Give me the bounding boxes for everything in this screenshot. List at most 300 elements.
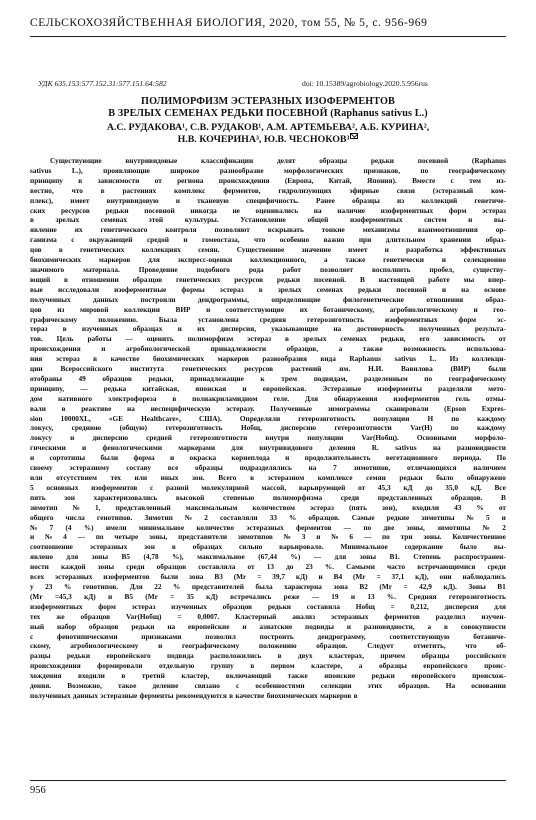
abstract-word: коллекции bbox=[124, 304, 160, 314]
abstract-word: количеством bbox=[252, 502, 295, 512]
abstract-word: семенах bbox=[100, 215, 128, 225]
abstract-word: три bbox=[400, 532, 413, 542]
abstract-word: зрелых bbox=[277, 284, 302, 294]
abstract-word: Существующие bbox=[50, 156, 102, 165]
abstract-word: (ВИР) bbox=[450, 364, 471, 374]
abstract-word: зоны bbox=[359, 552, 377, 562]
abstract-word: по bbox=[450, 423, 459, 433]
abstract-word: — bbox=[311, 591, 319, 601]
abstract-word: эстеразному bbox=[69, 463, 110, 473]
abstract-word: классификации bbox=[200, 156, 254, 165]
abstract-word: генетических bbox=[79, 245, 125, 255]
abstract-word: Цель bbox=[56, 334, 74, 344]
abstract-word: средней bbox=[146, 433, 172, 443]
abstract-word: тов. bbox=[30, 334, 43, 344]
abstract-word: 5 bbox=[485, 512, 490, 522]
abstract-word: Определяли bbox=[239, 413, 281, 423]
abstract-line bbox=[30, 215, 506, 225]
abstract-word: наличием bbox=[473, 463, 506, 473]
abstract-word: 23 bbox=[45, 581, 53, 591]
abstract-word: — bbox=[77, 532, 85, 542]
abstract-line bbox=[30, 414, 506, 424]
abstract-word: была bbox=[255, 581, 273, 591]
abstract-word: и bbox=[350, 591, 356, 601]
abstract-word: принадлежащие bbox=[189, 373, 244, 383]
abstract-word: образцов. bbox=[308, 512, 340, 522]
abstract-word: принадлежности bbox=[210, 344, 267, 354]
abstract-word: образцов bbox=[102, 373, 132, 383]
abstract-word: гетерозиготности bbox=[190, 433, 248, 443]
abstract-word: и bbox=[177, 324, 182, 334]
abstract-word: редьки bbox=[66, 651, 91, 661]
abstract-word: %. bbox=[324, 562, 335, 572]
abstract-word: китайская, bbox=[142, 383, 180, 393]
abstract-word: ности bbox=[30, 562, 49, 572]
abstract-word: гетерозиготность bbox=[448, 591, 506, 601]
abstract-word: эстеразные bbox=[100, 690, 138, 700]
abstract-word: зон), bbox=[382, 502, 398, 512]
abstract-word: подобного bbox=[196, 264, 230, 274]
abstract-word: вы- bbox=[493, 215, 506, 225]
abstract-word: популяции bbox=[373, 413, 410, 423]
abstract-word: 2 bbox=[502, 522, 506, 532]
abstract-word: сканировали bbox=[385, 403, 429, 413]
abstract-word: (4 bbox=[65, 522, 72, 532]
abstract-word: контроля bbox=[165, 225, 197, 235]
abstract-word: содержание bbox=[404, 542, 443, 552]
abstract-word: отмы- bbox=[485, 393, 506, 403]
abstract-word: морфологических bbox=[283, 165, 344, 175]
abstract-word: % bbox=[173, 581, 181, 591]
abstract-word: дисперсия bbox=[444, 601, 479, 611]
abstract-word: редьки bbox=[370, 156, 394, 165]
abstract-word: 35,0 bbox=[445, 482, 459, 492]
abstract-word: окраска bbox=[189, 453, 217, 463]
abstract-line bbox=[30, 364, 506, 374]
abstract-word: в bbox=[277, 651, 282, 661]
abstract-word: Количественное bbox=[452, 532, 506, 542]
abstract-word: положению. bbox=[98, 314, 138, 324]
abstract-word: L. bbox=[429, 354, 437, 364]
abstract-word: реактиве bbox=[81, 403, 112, 413]
abstract-word: гетерозиготность bbox=[307, 314, 364, 324]
abstract-word: среднюю bbox=[71, 423, 102, 433]
abstract-line bbox=[30, 562, 506, 572]
abstract-word: проис- bbox=[484, 661, 506, 671]
abstract-line bbox=[30, 245, 506, 255]
abstract-word: графическому bbox=[30, 314, 78, 324]
abstract-word: № bbox=[283, 532, 291, 542]
abstract-word: среди bbox=[340, 492, 360, 502]
abstract-word: подвидам, bbox=[313, 373, 348, 383]
abstract-word: данных bbox=[93, 294, 119, 304]
abstract-word: = bbox=[403, 581, 408, 591]
abstract-word: принципу bbox=[30, 175, 63, 185]
abstract-word: зоны bbox=[97, 562, 115, 572]
abstract-word: среди bbox=[487, 562, 506, 572]
abstract-word: маркеров bbox=[319, 690, 352, 700]
abstract-word: изоферментов bbox=[103, 572, 150, 582]
abstract-word: разцы bbox=[30, 651, 51, 661]
abstract-word: признаками bbox=[141, 631, 182, 641]
abstract-word: биохимических bbox=[152, 354, 205, 364]
abstract-word: взаимоотношения bbox=[417, 225, 478, 235]
abstract-word: (Mr bbox=[379, 581, 392, 591]
abstract-line bbox=[30, 671, 506, 681]
abstract-word: эстераз bbox=[482, 205, 506, 215]
abstract-word: количество bbox=[196, 522, 235, 532]
abstract-word: кД), bbox=[415, 572, 429, 582]
abstract-word: ресурсов bbox=[60, 205, 90, 215]
abstract-word: посевной bbox=[144, 205, 175, 215]
abstract-word: % bbox=[476, 502, 484, 512]
abstract-word: входили bbox=[412, 502, 440, 512]
abstract-word: эстераз bbox=[55, 354, 80, 364]
abstract-line bbox=[30, 473, 506, 483]
abstract-word: комплексе bbox=[317, 473, 353, 482]
abstract-word: — bbox=[313, 552, 321, 562]
abstract-word: редьки bbox=[358, 284, 382, 294]
abstract-word: формы bbox=[181, 284, 205, 294]
abstract-word: коллекци- bbox=[471, 354, 506, 364]
abstract-word: этих bbox=[367, 681, 383, 691]
abstract-word: зимотипы bbox=[421, 512, 455, 522]
abstract-word: и bbox=[206, 304, 211, 314]
abstract-word: ВИР bbox=[175, 304, 191, 314]
abstract-word: дения. bbox=[30, 681, 52, 691]
abstract-word: а bbox=[338, 344, 343, 354]
abstract-word: мето- bbox=[488, 383, 506, 393]
abstract-word: На bbox=[445, 681, 456, 691]
abstract-line bbox=[30, 612, 506, 622]
abstract-line bbox=[30, 265, 506, 275]
abstract-word: образцов. bbox=[450, 492, 483, 502]
abstract-word: кластере, bbox=[311, 661, 343, 671]
abstract-word: представленный bbox=[115, 502, 171, 512]
abstract-line bbox=[30, 334, 506, 344]
abstract-word: 19 bbox=[331, 591, 339, 601]
abstract-word: ферментов bbox=[384, 611, 420, 621]
abstract-word: образцов. bbox=[398, 681, 430, 691]
abstract-line bbox=[30, 206, 506, 216]
abstract-word: коллекциях bbox=[141, 245, 181, 255]
abstract-word: иных bbox=[160, 473, 179, 482]
abstract-word: этой bbox=[148, 215, 164, 225]
abstract-word: и bbox=[170, 453, 175, 463]
abstract-word: 35 bbox=[186, 591, 194, 601]
abstract-word: (общую) bbox=[119, 423, 148, 433]
abstract-word: основании bbox=[471, 681, 506, 691]
abstract-word: биохимических bbox=[266, 690, 318, 700]
abstract-word: изоферментных bbox=[384, 314, 438, 324]
abstract-word: результа- bbox=[474, 324, 506, 334]
abstract-line bbox=[30, 423, 506, 433]
abstract-word: 0,212, bbox=[410, 601, 429, 611]
abstract-word: изоферментные bbox=[114, 284, 167, 294]
abstract-word: сильно bbox=[239, 542, 263, 552]
abstract-word: дом bbox=[30, 393, 43, 403]
abstract-word: полученных bbox=[30, 690, 71, 700]
abstract-word: отдельную bbox=[158, 661, 195, 671]
abstract-word: sativus bbox=[395, 443, 417, 453]
abstract-word: Нобщ bbox=[355, 601, 375, 611]
abstract-word: составила bbox=[306, 601, 341, 611]
abstract-word: от bbox=[358, 482, 366, 492]
header-rule bbox=[30, 36, 506, 37]
abstract-word: (Европа, bbox=[284, 175, 314, 185]
abstract-word: 3 bbox=[301, 532, 306, 542]
abstract-word: эстеразных bbox=[89, 542, 128, 552]
abstract-word: 7 bbox=[333, 463, 337, 473]
abstract-word: 4 bbox=[63, 532, 67, 542]
abstract-word: до bbox=[425, 482, 433, 492]
abstract-word: зоны bbox=[91, 552, 109, 562]
abstract-word: значение bbox=[301, 245, 331, 255]
abstract-line bbox=[30, 632, 506, 642]
abstract-word: и bbox=[108, 591, 113, 601]
abstract-line bbox=[30, 532, 506, 542]
abstract-word: образцы bbox=[352, 195, 380, 205]
abstract-word: изучен- bbox=[481, 611, 506, 621]
abstract-word: тем bbox=[469, 175, 482, 185]
abstract-word: деление bbox=[152, 681, 179, 691]
abstract-word: в bbox=[100, 185, 105, 195]
abstract-word: характеризовались bbox=[93, 492, 158, 502]
abstract-word: кД) bbox=[84, 591, 96, 601]
abstract-word: = bbox=[177, 611, 182, 621]
abstract-word: связано bbox=[194, 681, 220, 691]
abstract-word: Следует bbox=[367, 641, 394, 651]
abstract-word: (пять bbox=[348, 502, 367, 512]
abstract-word: систем bbox=[424, 215, 447, 225]
abstract-word: подвида bbox=[166, 651, 194, 661]
abstract-word: зон bbox=[144, 542, 155, 552]
abstract-word: основе bbox=[484, 284, 506, 294]
abstract-word: вегетационного bbox=[385, 453, 438, 463]
abstract-word: также bbox=[362, 344, 383, 354]
abstract-line bbox=[30, 453, 506, 463]
abstract-word: явление bbox=[30, 225, 57, 235]
abstract-word: зимотипов bbox=[237, 532, 273, 542]
abstract-word: Вместе bbox=[412, 175, 436, 185]
abstract-word: фенологическими bbox=[102, 443, 163, 453]
abstract-word: деления bbox=[328, 443, 356, 453]
abstract-word: культуры. bbox=[184, 215, 219, 225]
abstract-word: гидролизующих bbox=[278, 185, 332, 195]
abstract-line bbox=[30, 622, 506, 632]
abstract-word: эс- bbox=[497, 314, 506, 324]
abstract-word: посевной. bbox=[313, 274, 347, 284]
abstract-word: Var(H) bbox=[410, 423, 433, 433]
abstract-word: Зоны bbox=[468, 581, 486, 591]
abstract-word: вы- bbox=[493, 542, 506, 552]
abstract-word: в bbox=[30, 215, 34, 225]
abstract-word: представителей bbox=[191, 581, 245, 591]
abstract-word: генетических bbox=[175, 274, 221, 284]
abstract-word: с bbox=[30, 631, 34, 641]
abstract-word: в bbox=[250, 473, 255, 482]
abstract-word: морфоло- bbox=[474, 433, 506, 443]
abstract-line bbox=[30, 443, 506, 453]
abstract-word: набор bbox=[56, 621, 77, 631]
envelope-icon[interactable] bbox=[350, 133, 358, 139]
abstract-word: наличие bbox=[337, 205, 366, 215]
abstract-word: полученных bbox=[30, 294, 71, 304]
abstract-word: в bbox=[93, 354, 98, 364]
abstract-word: дисперсия, bbox=[220, 324, 257, 334]
abstract-word: не bbox=[232, 205, 240, 215]
abstract-word: были bbox=[488, 364, 506, 374]
abstract-line bbox=[30, 681, 506, 691]
abstract-word: связи bbox=[396, 185, 415, 195]
abstract-word: зон. bbox=[192, 473, 205, 482]
abstract-word: Все bbox=[494, 482, 506, 492]
abstract-word: были bbox=[160, 572, 179, 582]
abstract-word: редьки bbox=[131, 621, 155, 631]
abstract-word: третий bbox=[141, 671, 165, 681]
abstract-word: селекционно bbox=[463, 255, 506, 265]
doi-link[interactable]: doi: 10.15389/agrobiology.2020.5.956rus bbox=[302, 79, 428, 88]
abstract-word: ор- bbox=[495, 225, 506, 235]
abstract-word: Средняя bbox=[408, 591, 437, 601]
abstract-word: эстераз bbox=[247, 334, 272, 344]
abstract-word: образцов bbox=[132, 274, 163, 284]
title-line-2: В ЗРЕЛЫХ СЕМЕНАХ РЕДЬКИ ПОСЕВНОЙ (Raphanus sativus L.) bbox=[108, 108, 428, 119]
abstract-word: растениях bbox=[122, 185, 157, 195]
abstract-word: США). bbox=[198, 413, 222, 423]
abstract-word: из bbox=[57, 304, 65, 314]
abstract-line bbox=[30, 196, 506, 206]
abstract-word: средняя bbox=[259, 314, 287, 324]
footer-rule bbox=[30, 780, 506, 781]
abstract-word: Healthcare», bbox=[141, 413, 181, 423]
abstract-word: средой bbox=[146, 235, 169, 245]
abstract-word: генетического bbox=[100, 225, 148, 235]
abstract-word: также bbox=[345, 255, 366, 265]
abstract-word: Кластерный bbox=[235, 611, 277, 621]
abstract-word: в bbox=[58, 245, 63, 255]
abstract-word: вскрывать bbox=[267, 225, 304, 235]
abstract-word: хождения bbox=[30, 671, 62, 681]
abstract-word: редьки bbox=[267, 601, 292, 611]
abstract-word: достоверность bbox=[356, 324, 404, 334]
abstract-word: вали bbox=[30, 403, 46, 413]
authors-line-2-wrap bbox=[30, 134, 506, 146]
abstract-word: кД) bbox=[206, 591, 218, 601]
abstract-word: работы bbox=[87, 334, 112, 344]
abstract-word: впер- bbox=[488, 274, 506, 284]
abstract-word: Минимальное bbox=[340, 542, 388, 552]
abstract-word: и bbox=[441, 255, 446, 265]
abstract-word: особенно bbox=[279, 235, 310, 245]
abstract-word: отличающихся bbox=[406, 463, 457, 473]
abstract-word: зона bbox=[189, 572, 204, 582]
abstract-word: тех bbox=[30, 611, 41, 621]
abstract-word: и bbox=[30, 453, 35, 463]
abstract-word: гео- bbox=[493, 304, 506, 314]
abstract-word: дисперсию bbox=[92, 433, 129, 443]
abstract-word: %) bbox=[83, 522, 94, 532]
abstract-word: трем bbox=[281, 373, 298, 383]
abstract-word: гомеостаза, bbox=[202, 235, 240, 245]
abstract-word: возможность bbox=[403, 344, 446, 354]
authors-line-1: А.С. РУДАКОВА¹, С.В. РУДАКОВ¹, А.М. АРТЕМЬЕВА², А.Б. КУРИНА², bbox=[106, 122, 430, 133]
abstract-word: Нобщ, bbox=[240, 423, 262, 433]
abstract-word: (Raphanus bbox=[471, 156, 506, 165]
abstract-word: и bbox=[468, 215, 473, 225]
abstract-word: редька bbox=[103, 383, 127, 393]
abstract-word: для bbox=[334, 552, 347, 562]
abstract-word: %), bbox=[172, 552, 184, 562]
abstract-word: в bbox=[250, 661, 255, 671]
abstract-word: на bbox=[313, 205, 322, 215]
abstract-word: зоны, bbox=[149, 532, 168, 542]
author-list bbox=[30, 122, 506, 146]
abstract-word: дисперсию bbox=[280, 423, 317, 433]
abstract-word: мы bbox=[463, 274, 475, 284]
abstract-word: гическими bbox=[30, 443, 66, 453]
abstract-word: № bbox=[331, 532, 339, 542]
abstract-line bbox=[30, 354, 506, 364]
abstract-word: зоны. bbox=[423, 532, 442, 542]
abstract-word: длительном bbox=[385, 235, 426, 245]
abstract-word: явлено bbox=[30, 552, 53, 562]
abstract-line bbox=[30, 156, 506, 166]
abstract-word: Полученные bbox=[270, 403, 312, 413]
abstract-word: Зимотип bbox=[144, 512, 173, 522]
abstract-word: № bbox=[184, 512, 193, 522]
abstract-word: и bbox=[242, 621, 247, 631]
abstract-line bbox=[30, 493, 506, 503]
abstract-word: редьки, bbox=[148, 373, 174, 383]
abstract-line bbox=[30, 503, 506, 513]
abstract-word: двух bbox=[297, 651, 313, 661]
abstract-word: дендрограмму, bbox=[317, 631, 366, 641]
abstract-word: гель bbox=[455, 393, 470, 403]
abstract-word: а bbox=[323, 255, 328, 265]
abstract-word: с bbox=[450, 175, 454, 185]
abstract-word: отношения bbox=[426, 294, 464, 304]
abstract-word: локусу, bbox=[30, 423, 54, 433]
abstract-word: материала. bbox=[83, 264, 120, 274]
abstract-word: расположились bbox=[210, 651, 262, 661]
abstract-word: 0,0007. bbox=[197, 611, 220, 621]
abstract-word: и bbox=[183, 235, 188, 245]
abstract-word: В2 bbox=[359, 581, 368, 591]
abstract-word: указывающие bbox=[271, 324, 319, 334]
abstract-word: редкие bbox=[386, 512, 410, 522]
abstract-word: %. bbox=[386, 591, 397, 601]
abstract-word: В1 bbox=[497, 581, 506, 591]
abstract-word: филогенетические bbox=[342, 294, 404, 304]
abstract-word: редьки bbox=[105, 205, 129, 215]
abstract-word: — bbox=[80, 383, 88, 393]
abstract-word: четыре bbox=[114, 532, 139, 542]
abstract-word: зоны, bbox=[406, 522, 425, 532]
udk-code: УДК 635.153:577.152.31:577.151.64:582 bbox=[38, 79, 167, 88]
abstract-line bbox=[30, 463, 506, 473]
abstract-word: 42,9 bbox=[419, 581, 432, 591]
abstract-word: минимальное bbox=[138, 522, 185, 532]
abstract-word: Ранее bbox=[316, 195, 335, 205]
abstract-word: в bbox=[61, 403, 66, 413]
abstract-word: Самые bbox=[351, 512, 375, 522]
abstract-word: В5 bbox=[121, 552, 130, 562]
abstract-word: молекулярной bbox=[201, 482, 249, 492]
abstract-word: По bbox=[496, 453, 506, 463]
abstract-word: Var(Нобщ). bbox=[361, 433, 399, 443]
abstract-word: механизмы bbox=[362, 225, 400, 235]
